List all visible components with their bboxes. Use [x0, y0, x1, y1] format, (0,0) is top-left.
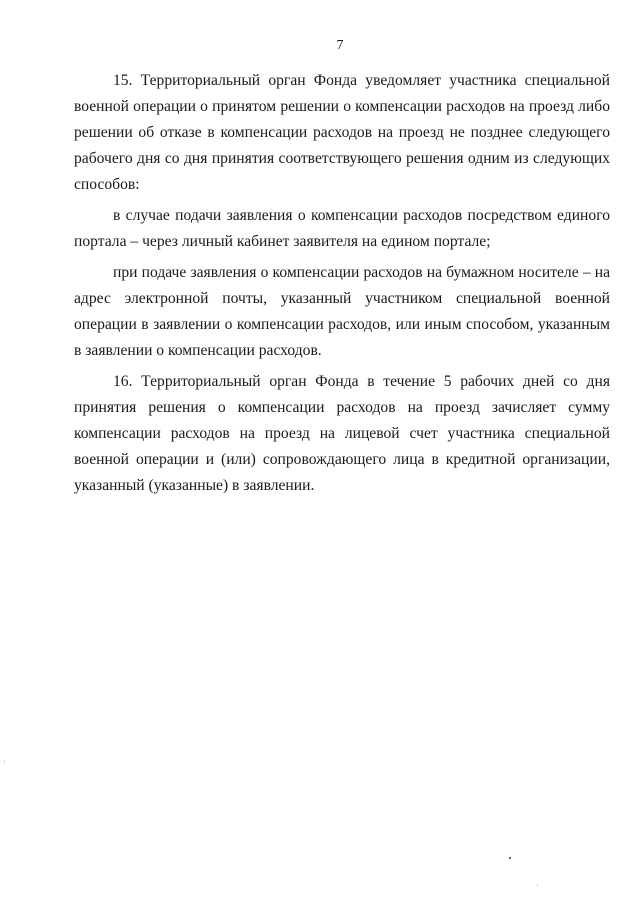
- paragraph-method-paper: при подаче заявления о компенсации расходов на бумажном носителе – на адрес электронной почты, указанный участником специальной военной операции в заявлении о компенсации расходов, или иным способом, указанным в заявлении о компенсации расходов.: [74, 264, 610, 359]
- paragraph-16: 16. Территориальный орган Фонда в течение 5 рабочих дней со дня принятия решения о компенсации расходов на проезд зачисляет сумму компенсации расходов на проезд на лицевой счет участника специальной военной операции и (или) сопровождающего лица в кредитной организации, указанный (указанные) в заявлении.: [74, 373, 610, 494]
- scan-artifact-mark: [4, 760, 5, 764]
- document-body: [74, 68, 610, 499]
- scan-artifact-mark: [537, 884, 538, 887]
- scan-artifact-dot: [509, 857, 511, 859]
- page-number: 7: [336, 38, 344, 53]
- paragraph-15: 15. Территориальный орган Фонда уведомляет участника специальной военной операции о принятом решении о компенсации расходов на проезд либо решении об отказе в компенсации расходов на проезд не позднее следующего рабочего дня со дня принятия соответствующего решения одним из следующих способов:: [74, 72, 610, 193]
- paragraph-method-portal: в случае подачи заявления о компенсации расходов посредством единого портала – через личный кабинет заявителя на едином портале;: [74, 207, 610, 250]
